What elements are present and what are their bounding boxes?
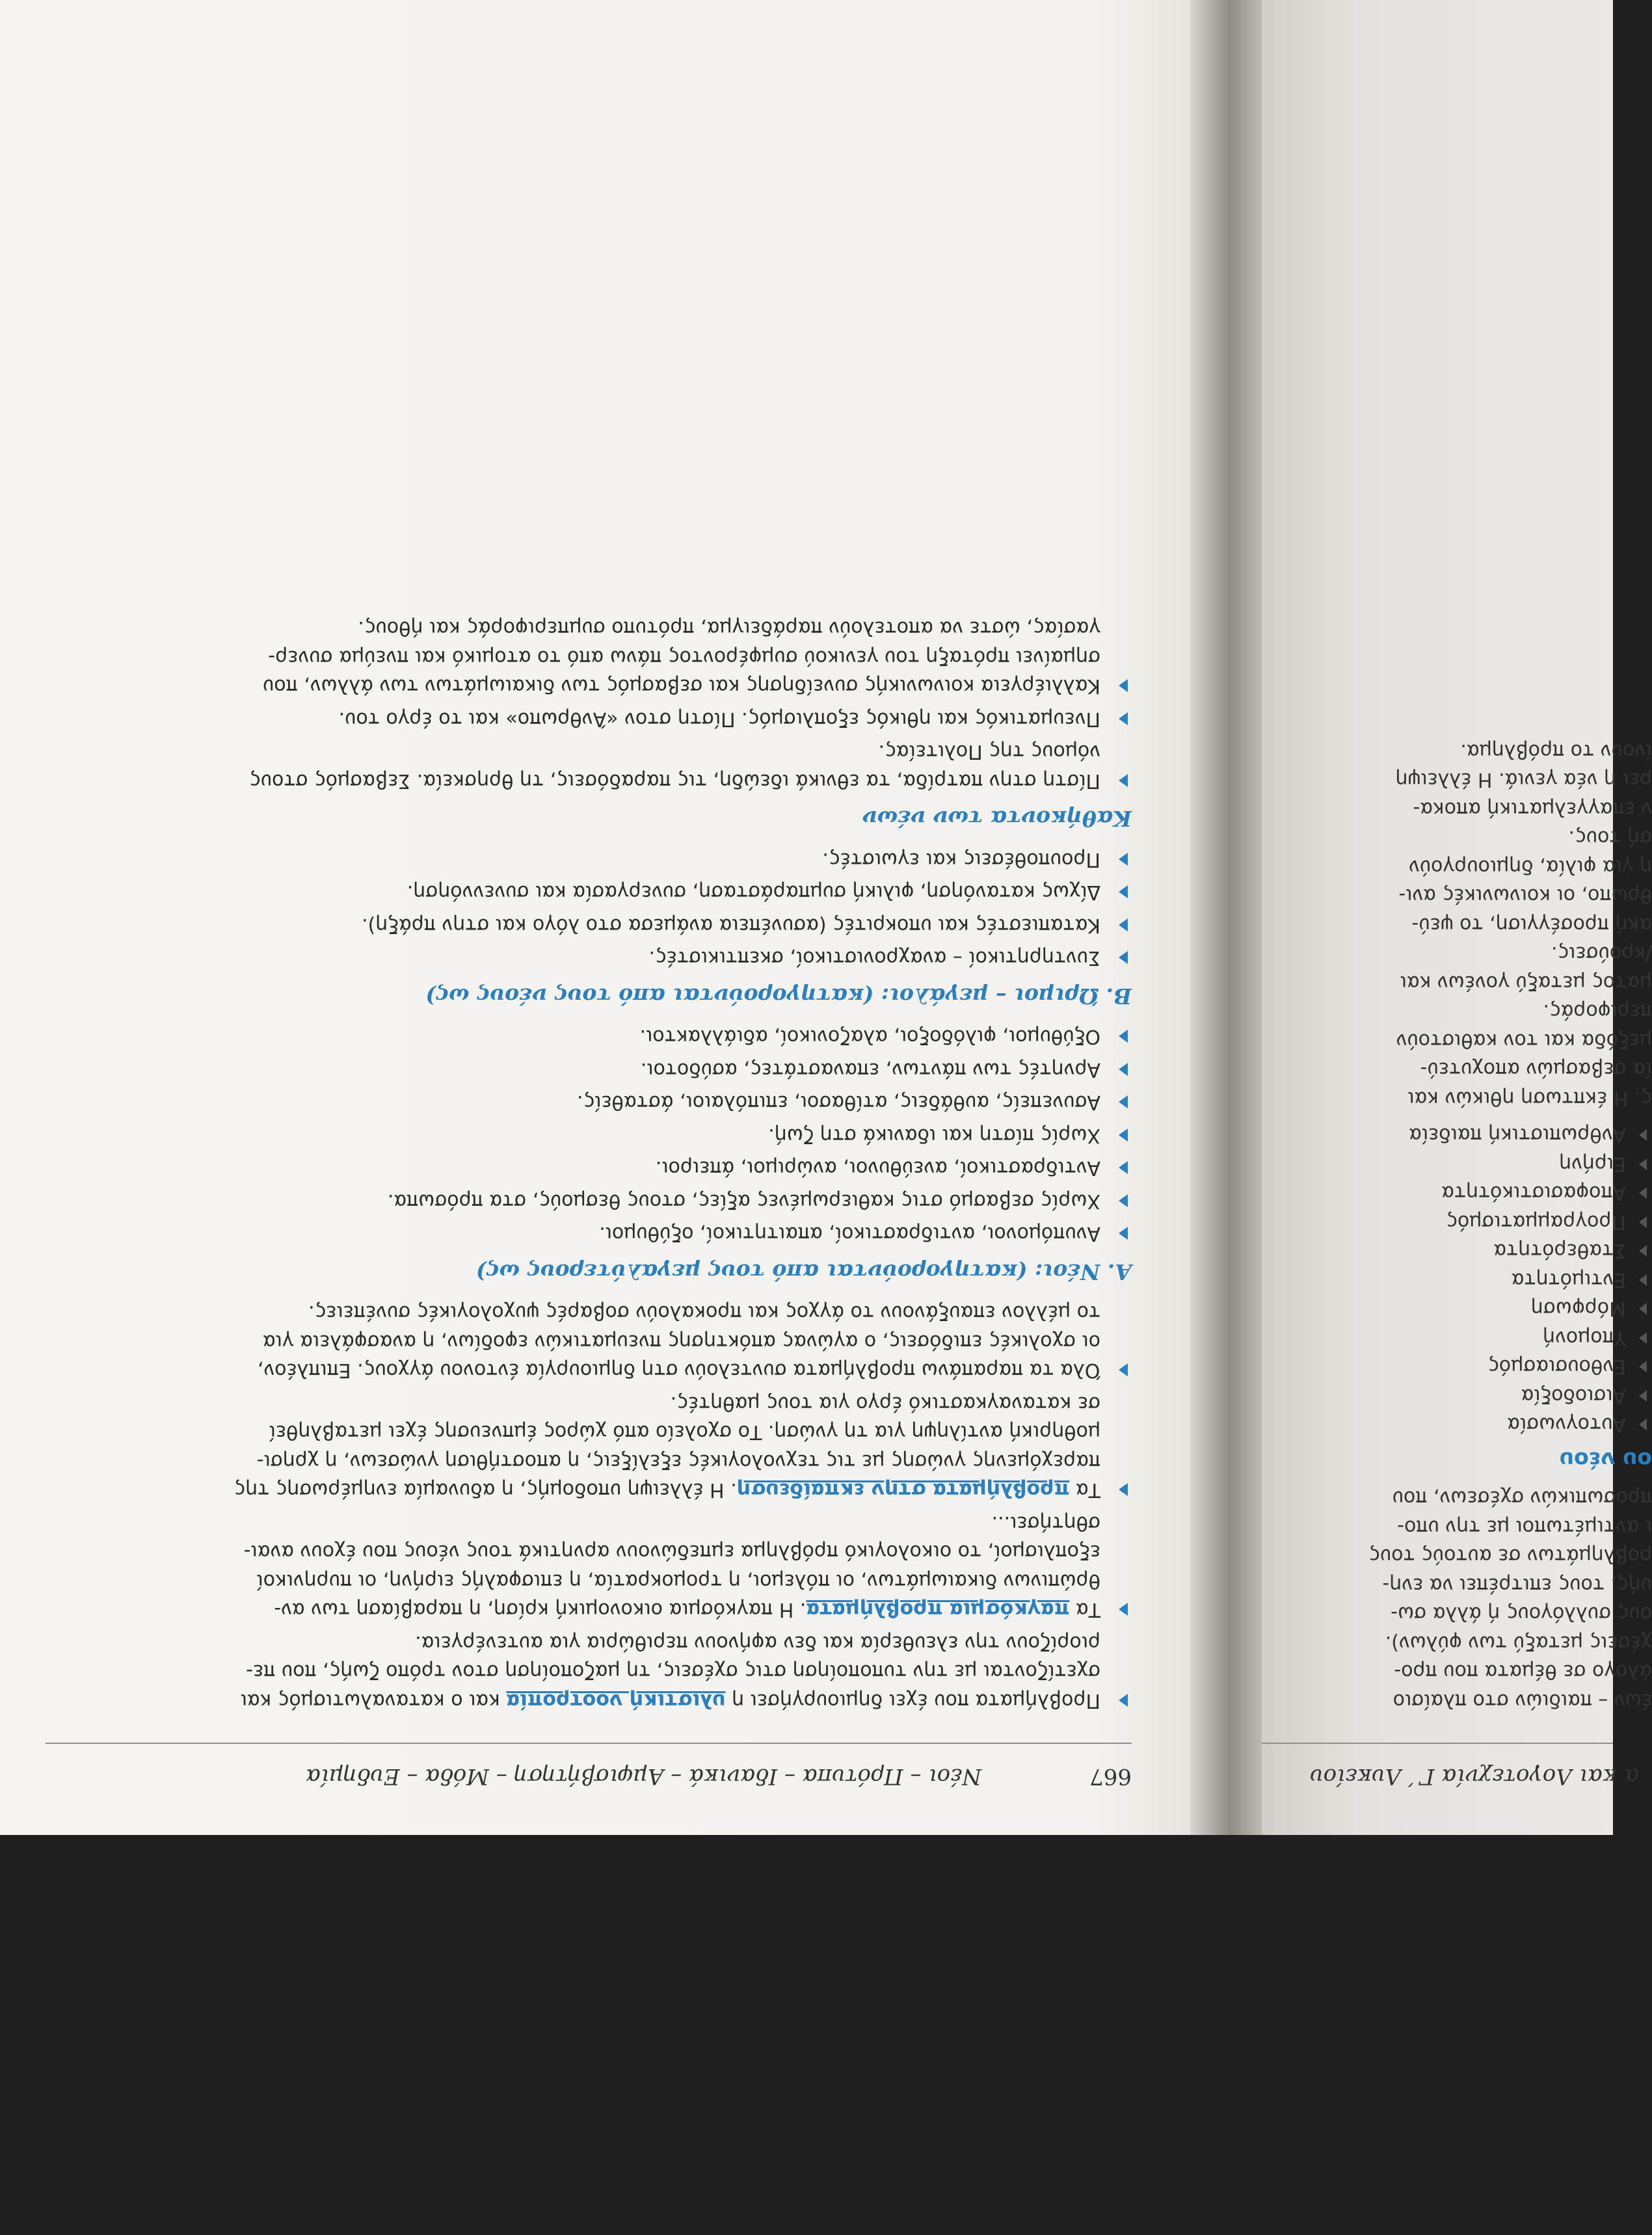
bullet-triangle-icon	[1119, 774, 1128, 787]
bullet-triangle-icon	[1119, 712, 1128, 725]
left-text-line: ία σεβασμών αποχυτεύ-	[1420, 1058, 1652, 1081]
left-list-item	[1262, 1352, 1652, 1381]
left-list-item	[1262, 1178, 1652, 1207]
bullet-triangle-icon	[1119, 1162, 1128, 1175]
list-c-item	[46, 737, 1132, 795]
text-line	[46, 1389, 1100, 1418]
text-line	[46, 766, 1100, 796]
bullet-triangle-icon	[1119, 1227, 1128, 1240]
list-b-item	[46, 877, 1132, 907]
text-line	[46, 1537, 1100, 1566]
left-heading: ου νέου	[1559, 1447, 1652, 1473]
text-line: Χωρίς πίστη και ιδανικά στη ζωή.	[768, 1124, 1100, 1147]
left-text-line: ροβλημάτων σε αυτούς τους	[1368, 1544, 1652, 1568]
left-text-line: προσωπικών σχέσεων, που	[1392, 1486, 1652, 1510]
intro-bullet-item	[46, 1298, 1132, 1385]
bullet-triangle-icon	[1639, 1274, 1647, 1286]
text-line: Ασυνεπείς, αυθάδεις, ατίθασοι, επιπόλαιοι, άσταθείς.	[577, 1091, 1100, 1114]
left-text-line: /κρούσεις.	[1551, 942, 1652, 965]
left-list-item	[1262, 1381, 1652, 1410]
list-b-item	[46, 943, 1132, 972]
bullet-triangle-icon	[1119, 1484, 1128, 1497]
text-line	[46, 1475, 1100, 1505]
left-list-label: Μόρφωση	[1530, 1297, 1626, 1320]
left-list-label: Αποφασιστικότητα	[1441, 1181, 1626, 1205]
left-page-header: α και Λογοτεχνία Γ΄ Λυκείου	[1309, 1763, 1639, 1789]
text-segment: Πίστη στην πατρίδα, τα εθνικά ιδεώδη, τις παραδόσεις, τη θρησκεία. Σεβασμός στους	[249, 770, 1100, 792]
text-segment: Προβλήματα που έχει δημιουργήσει η	[725, 1689, 1100, 1712]
left-list-item	[1262, 1207, 1652, 1237]
left-text-line: ρει η νέα γενιά. Η έλλειψη	[1395, 768, 1652, 792]
bullet-triangle-icon	[1119, 1603, 1128, 1616]
bullet-triangle-icon	[1639, 1188, 1647, 1199]
keyword: προβλήματα στην εκπαίδευση	[736, 1479, 1070, 1502]
heading-b: Β. Ώριμοι – μεγάλοι: (κατηγορούνται από τους νέους ως)	[425, 984, 1132, 1009]
text-line	[46, 1508, 1100, 1538]
left-list-label: Αισιοδοξία	[1521, 1384, 1626, 1407]
left-list-label: Σταθερότητα	[1493, 1239, 1626, 1263]
text-line	[46, 1566, 1100, 1596]
text-line	[46, 704, 1100, 734]
left-page	[1249, 0, 1652, 1835]
left-text-line: θρωπο, οι κοινωνικές ανι-	[1398, 884, 1652, 907]
bullet-triangle-icon	[1119, 1129, 1128, 1142]
text-line	[46, 1628, 1100, 1657]
keyword: παγκόσμια προβλήματα	[806, 1598, 1070, 1622]
left-list-label: Υπομονή	[1543, 1326, 1626, 1349]
left-text-line: υής, τους επιτρέπει να ενη-	[1382, 1573, 1652, 1596]
text-segment: εξοπλισμοί, το οικολογικό πρόβλημα εμπεδώνουν αρνητικά τους νέους που έχουν αναι-	[243, 1540, 1100, 1564]
left-list-item	[1262, 1410, 1652, 1439]
left-text-line: ι αντιμέτωποι με την υπο-	[1397, 1516, 1652, 1538]
left-text-line: χέσεις μεταξύ των φύλων).	[1385, 1631, 1652, 1654]
left-text-line: ς. Η έκπτωση ηθικών και	[1407, 1087, 1652, 1110]
left-list-label: Ειρήνη	[1559, 1153, 1626, 1175]
heading-a: Α. Νέοι: (κατηγορούνται από τους μεγαλύτερους ως)	[476, 1259, 1132, 1285]
text-segment: . Η παγκόσμια οικονομική κρίση, η παραβίαση των αν-	[274, 1598, 806, 1622]
text-line: Χωρίς σεβασμό στις καθιερωμένες αξίες, στους θεσμούς, στα πρόσωπα.	[387, 1190, 1100, 1212]
left-text-line: ακή προσέγγιση, το ψεύ-	[1411, 913, 1652, 936]
bullet-triangle-icon	[1639, 1216, 1647, 1228]
bullet-triangle-icon	[1119, 1030, 1128, 1043]
text-line	[46, 643, 1100, 672]
left-text-line: ίνουν το πρόβλημα.	[1460, 740, 1652, 762]
left-header-rule	[1262, 1743, 1613, 1744]
left-text-line: ους συλλόγους ή άλλα σω-	[1391, 1602, 1652, 1626]
left-text-line: άλογο σε θέματα που προ-	[1394, 1660, 1652, 1683]
bullet-triangle-icon	[1119, 1194, 1128, 1207]
text-segment: σημαίνει πρόταξη του γενικού συμφέροντος πάνω από το ατομικό και πνεύμα συνερ-	[268, 646, 1100, 669]
bullet-triangle-icon	[1639, 1304, 1647, 1315]
left-text-line: η για φιλία, δημιουργούν	[1408, 855, 1652, 878]
text-segment: και ο καταναλωτισμός και	[240, 1689, 507, 1712]
text-segment: το μέλλον επαυξάνουν το άγχος και προκαλούν σοβαρές ψυχολογικές συνέπειες.	[308, 1301, 1100, 1324]
text-segment: γασίας, ώστε να αποτελούν παράδειγμα, πρότυπο συμπεριφοράς και ήθους.	[358, 617, 1100, 640]
text-line	[46, 1327, 1100, 1356]
text-line	[46, 1686, 1100, 1715]
bullet-triangle-icon	[1119, 952, 1128, 965]
text-line	[46, 1417, 1100, 1447]
bullet-triangle-icon	[1639, 1390, 1647, 1402]
text-line	[46, 1447, 1100, 1476]
text-segment: μοθηρική αντίληψη για τη γνώση. Το σχολείο από χώρος έμπνευσης έχει μεταβληθεί	[269, 1421, 1100, 1444]
left-list-item	[1262, 1323, 1652, 1352]
bullet-triangle-icon	[1119, 1063, 1128, 1076]
list-c-item	[46, 613, 1132, 701]
heading-c: Καθήκοντα των νέων	[862, 806, 1132, 832]
text-segment: ριορίζουν την ελευθερία και δεν αφήνουν περιθώρια για αυτενέργεια.	[415, 1631, 1100, 1654]
bullet-triangle-icon	[1119, 680, 1128, 693]
text-segment: Καλλιέργεια κοινωνικής συνείδησης και σεβασμός των δικαιωμάτων των άλλων, που	[262, 675, 1100, 698]
text-line: Αντιδραστικοί, ανεύθυνοι, ανώριμοι, άπειροι.	[655, 1157, 1100, 1180]
text-segment: θρώπινων δικαιωμάτων, οι πόλεμοι, η τρομοκρατία, η επισφαλής ειρήνη, οι πυρηνικοί	[256, 1570, 1100, 1592]
list-a-item	[46, 1121, 1132, 1150]
list-c-item	[46, 704, 1132, 734]
list-a-item	[46, 1219, 1132, 1248]
text-segment: Πνευματικός και ηθικός εξοπλισμός. Πίστη στον «Άνθρωπο» και το έργο του.	[338, 708, 1100, 730]
text-line	[46, 1657, 1100, 1686]
text-line: Συντηρητικοί – αναχρονιστικοί, σκεπτικιστές.	[648, 946, 1100, 970]
bullet-triangle-icon	[1119, 886, 1128, 899]
text-line	[46, 671, 1100, 701]
page-number: 667	[1089, 1763, 1132, 1789]
list-a-item	[46, 1022, 1132, 1051]
left-text-line: ν επαγγελματική αποκα-	[1413, 797, 1652, 820]
left-page-text	[1262, 736, 1652, 1715]
list-c	[46, 613, 1132, 795]
list-a	[46, 1022, 1132, 1248]
intro-bullet-item	[46, 1628, 1132, 1715]
book-gutter	[1190, 0, 1262, 1835]
spacer	[1262, 1112, 1652, 1120]
text-segment: οι σχολικές επιδόσεις, ο αγώνας απόκτησης πνευματικών εφοδίων, η ανασφάλεια για	[262, 1330, 1100, 1353]
bullet-triangle-icon	[1639, 1361, 1647, 1373]
list-b-item	[46, 845, 1132, 874]
left-text-line: σή τους.	[1568, 826, 1652, 850]
bullet-triangle-icon	[1119, 853, 1128, 866]
list-b-item	[46, 911, 1132, 940]
list-a-item	[46, 1186, 1132, 1216]
bullet-triangle-icon	[1639, 1419, 1647, 1431]
text-line: Οξύθυμοι, φιλόδοξοι, αλαζονικοί, αδιάλλακτοι.	[639, 1025, 1100, 1049]
text-line: Ανυπόμονοι, αντιδραστικοί, απαιτητικοί, οξύθυμοι.	[599, 1222, 1100, 1246]
left-list-label: Ενθουσιασμός	[1487, 1355, 1626, 1378]
keyword: υλιστική νοοτροπία	[506, 1689, 726, 1712]
left-list-label: Ανθρωπιστική παιδεία	[1409, 1123, 1626, 1147]
bullet-triangle-icon	[1119, 1694, 1128, 1707]
text-segment: . Η έλλειψη υποδομής, η αδυναμία ενημέρωσης της	[233, 1479, 737, 1502]
left-list-item	[1262, 1294, 1652, 1323]
left-list-item	[1262, 1265, 1652, 1294]
text-segment: νόμους της Πολιτείας.	[878, 740, 1100, 764]
text-segment: Τα	[1069, 1479, 1100, 1502]
left-list-item	[1262, 1236, 1652, 1265]
text-line: Καταπιεστές και υποκριτές (ασυνέπεια ανάμεσα στο λόγο και στην πράξη).	[362, 914, 1100, 937]
text-segment: σθητήσει...	[991, 1512, 1100, 1534]
intro-bullet-item	[46, 1508, 1132, 1624]
list-b	[46, 845, 1132, 972]
list-a-item	[46, 1055, 1132, 1084]
page-content	[46, 609, 1132, 1715]
list-a-item	[46, 1088, 1132, 1117]
text-line	[46, 613, 1100, 643]
left-text-line: περιφοράς.	[1543, 1000, 1652, 1023]
text-line	[46, 1595, 1100, 1624]
bullet-triangle-icon	[1639, 1246, 1647, 1257]
text-line	[46, 737, 1100, 766]
bullet-triangle-icon	[1639, 1332, 1647, 1344]
text-segment: σε καταναγκαστικό έργο για τους μαθητές.	[670, 1392, 1100, 1415]
left-text-line: ματος μεταξύ γονέων και	[1400, 971, 1652, 994]
text-segment: σχετίζονται με την τυποποίηση στις σχέσεις, τη μαζοποίηση στον τρόπο ζωής, που πε-	[246, 1660, 1100, 1683]
text-segment: Τα	[1069, 1598, 1100, 1622]
list-a-item	[46, 1153, 1132, 1183]
text-line: Προυποθέσεις και εγωιστές.	[822, 848, 1100, 871]
text-segment: Όλα τα παραπάνω προβλήματα συντελούν στη δημιουργία έντονου άγχους. Επιπλέον,	[257, 1359, 1100, 1382]
left-list-label: Προγραμματισμός	[1446, 1211, 1626, 1233]
intro-bullet-item	[46, 1389, 1132, 1505]
text-line: Δίχως κατανόηση, φιλική συμπαράσταση, συνεργασία και συνεννόηση.	[406, 881, 1100, 904]
bullet-triangle-icon	[1119, 1096, 1128, 1109]
text-line	[46, 1356, 1100, 1385]
page-header-title: Νέοι – Πρότυπα – Ιδανικά – Αμφισβήτηση – Μόδα – Ευδημία	[306, 1763, 982, 1789]
bullet-triangle-icon	[1119, 1364, 1128, 1377]
header-rule	[46, 1743, 1132, 1744]
page-header	[85, 1750, 1132, 1789]
bullet-triangle-icon	[1639, 1130, 1647, 1142]
text-segment: παρεχόμενης γνώσης με τις τεχνολογικές εξελίξεις, η αποστήθιση γνώσεων, η χρησι-	[256, 1450, 1100, 1473]
bullet-triangle-icon	[1639, 1158, 1647, 1170]
bullet-triangle-icon	[1119, 918, 1128, 931]
text-line	[46, 1298, 1100, 1327]
left-list-item	[1262, 1120, 1652, 1149]
intro-bullets	[46, 1298, 1132, 1715]
left-list-item	[1262, 1149, 1652, 1179]
left-list-label: Αυτογνωσία	[1507, 1413, 1626, 1436]
text-line: Αρνητές των πάντων, επαναστάτες, ασύδοτοι.	[640, 1058, 1100, 1081]
left-text-line: μεξόδα και τον καθιστούν	[1396, 1029, 1652, 1052]
left-text-line: έων – παιδιών στο πλαίσιο	[1392, 1689, 1652, 1712]
left-list-label: Εντιμότητα	[1511, 1268, 1626, 1291]
